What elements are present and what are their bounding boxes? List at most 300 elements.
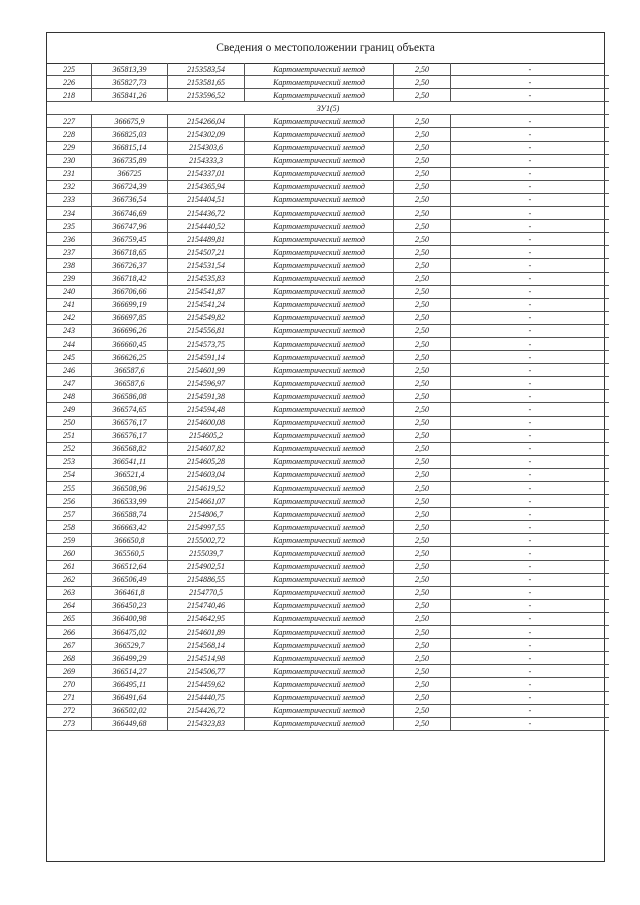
- cell-method: Картометрический метод: [245, 639, 394, 652]
- cell-method: Картометрический метод: [245, 652, 394, 665]
- cell-x-coordinate: 366718,42: [92, 272, 168, 285]
- cell-point-number: 271: [47, 691, 92, 704]
- cell-point-number: 234: [47, 207, 92, 220]
- cell-y-coordinate: 2154600,08: [168, 416, 245, 429]
- cell-accuracy: 2,50: [394, 76, 451, 89]
- cell-x-coordinate: 366502,02: [92, 704, 168, 717]
- cell-x-coordinate: 366650,8: [92, 534, 168, 547]
- table-row: [47, 468, 609, 481]
- cell-description: -: [451, 115, 610, 128]
- cell-method: Картометрический метод: [245, 560, 394, 573]
- cell-description: -: [451, 442, 610, 455]
- cell-description: -: [451, 298, 610, 311]
- cell-method: Картометрический метод: [245, 691, 394, 704]
- cell-x-coordinate: 366495,11: [92, 678, 168, 691]
- cell-method: Картометрический метод: [245, 416, 394, 429]
- cell-accuracy: 2,50: [394, 599, 451, 612]
- table-row: [47, 364, 609, 377]
- cell-y-coordinate: 2154541,24: [168, 298, 245, 311]
- cell-accuracy: 2,50: [394, 311, 451, 324]
- cell-x-coordinate: 366587,6: [92, 364, 168, 377]
- cell-x-coordinate: 365560,5: [92, 547, 168, 560]
- table-row: [47, 233, 609, 246]
- table-row: [47, 351, 609, 364]
- cell-description: -: [451, 311, 610, 324]
- cell-point-number: 245: [47, 351, 92, 364]
- cell-method: Картометрический метод: [245, 534, 394, 547]
- cell-description: -: [451, 377, 610, 390]
- cell-y-coordinate: 2154489,81: [168, 233, 245, 246]
- cell-point-number: 225: [47, 63, 92, 76]
- cell-x-coordinate: 366533,99: [92, 495, 168, 508]
- cell-method: Картометрический метод: [245, 547, 394, 560]
- cell-point-number: 267: [47, 639, 92, 652]
- cell-accuracy: 2,50: [394, 115, 451, 128]
- cell-description: -: [451, 207, 610, 220]
- cell-description: -: [451, 89, 610, 102]
- cell-point-number: 242: [47, 311, 92, 324]
- cell-description: -: [451, 612, 610, 625]
- cell-accuracy: 2,50: [394, 468, 451, 481]
- cell-point-number: 272: [47, 704, 92, 717]
- table-row: [47, 560, 609, 573]
- cell-accuracy: 2,50: [394, 626, 451, 639]
- cell-method: Картометрический метод: [245, 351, 394, 364]
- cell-accuracy: 2,50: [394, 128, 451, 141]
- cell-accuracy: 2,50: [394, 612, 451, 625]
- table-row: [47, 573, 609, 586]
- cell-y-coordinate: 2154333,3: [168, 154, 245, 167]
- cell-x-coordinate: 366747,96: [92, 220, 168, 233]
- cell-point-number: 265: [47, 612, 92, 625]
- table-row: [47, 180, 609, 193]
- cell-y-coordinate: 2153581,65: [168, 76, 245, 89]
- table-row: [47, 298, 609, 311]
- cell-accuracy: 2,50: [394, 220, 451, 233]
- cell-y-coordinate: 2154302,09: [168, 128, 245, 141]
- cell-method: Картометрический метод: [245, 573, 394, 586]
- cell-y-coordinate: 2154740,46: [168, 599, 245, 612]
- cell-description: -: [451, 586, 610, 599]
- cell-method: Картометрический метод: [245, 390, 394, 403]
- cell-description: -: [451, 639, 610, 652]
- cell-accuracy: 2,50: [394, 665, 451, 678]
- cell-description: -: [451, 429, 610, 442]
- cell-accuracy: 2,50: [394, 547, 451, 560]
- cell-method: Картометрический метод: [245, 207, 394, 220]
- cell-point-number: 218: [47, 89, 92, 102]
- cell-method: Картометрический метод: [245, 154, 394, 167]
- cell-y-coordinate: 2154507,21: [168, 246, 245, 259]
- table-row: [47, 167, 609, 180]
- table-row: [47, 76, 609, 89]
- cell-accuracy: 2,50: [394, 390, 451, 403]
- cell-method: Картометрический метод: [245, 468, 394, 481]
- section-label: ЗУ1(5): [47, 102, 609, 115]
- table-row: [47, 482, 609, 495]
- cell-point-number: 269: [47, 665, 92, 678]
- table-row: [47, 652, 609, 665]
- cell-x-coordinate: 366514,27: [92, 665, 168, 678]
- cell-y-coordinate: 2154337,01: [168, 167, 245, 180]
- cell-point-number: 237: [47, 246, 92, 259]
- cell-x-coordinate: 366568,82: [92, 442, 168, 455]
- table-row: [47, 89, 609, 102]
- cell-x-coordinate: 366587,6: [92, 377, 168, 390]
- cell-y-coordinate: 2154541,87: [168, 285, 245, 298]
- cell-x-coordinate: 366675,9: [92, 115, 168, 128]
- cell-description: -: [451, 704, 610, 717]
- cell-accuracy: 2,50: [394, 521, 451, 534]
- cell-method: Картометрический метод: [245, 678, 394, 691]
- cell-x-coordinate: 366663,42: [92, 521, 168, 534]
- cell-y-coordinate: 2154556,81: [168, 324, 245, 337]
- cell-y-coordinate: 2154514,98: [168, 652, 245, 665]
- cell-accuracy: 2,50: [394, 337, 451, 350]
- cell-accuracy: 2,50: [394, 586, 451, 599]
- cell-method: Картометрический метод: [245, 115, 394, 128]
- cell-x-coordinate: 366699,19: [92, 298, 168, 311]
- cell-description: -: [451, 324, 610, 337]
- cell-point-number: 255: [47, 482, 92, 495]
- cell-x-coordinate: 366706,66: [92, 285, 168, 298]
- cell-description: -: [451, 180, 610, 193]
- table-row: [47, 586, 609, 599]
- cell-method: Картометрический метод: [245, 377, 394, 390]
- table-row: [47, 691, 609, 704]
- table-row: [47, 63, 609, 76]
- cell-x-coordinate: 366576,17: [92, 429, 168, 442]
- boundary-coordinates-table: [47, 63, 609, 731]
- cell-method: Картометрический метод: [245, 298, 394, 311]
- cell-description: -: [451, 416, 610, 429]
- cell-method: Картометрический метод: [245, 337, 394, 350]
- table-row: [47, 547, 609, 560]
- cell-y-coordinate: 2154591,38: [168, 390, 245, 403]
- cell-accuracy: 2,50: [394, 508, 451, 521]
- cell-description: -: [451, 626, 610, 639]
- cell-x-coordinate: 366725: [92, 167, 168, 180]
- cell-point-number: 249: [47, 403, 92, 416]
- cell-point-number: 264: [47, 599, 92, 612]
- cell-accuracy: 2,50: [394, 534, 451, 547]
- cell-description: -: [451, 403, 610, 416]
- cell-method: Картометрический метод: [245, 259, 394, 272]
- table-row: [47, 678, 609, 691]
- cell-accuracy: 2,50: [394, 573, 451, 586]
- cell-method: Картометрический метод: [245, 193, 394, 206]
- cell-method: Картометрический метод: [245, 167, 394, 180]
- cell-y-coordinate: 2154459,62: [168, 678, 245, 691]
- cell-accuracy: 2,50: [394, 560, 451, 573]
- document-title: Сведения о местоположении границ объекта: [47, 33, 604, 64]
- cell-x-coordinate: 366506,49: [92, 573, 168, 586]
- cell-x-coordinate: 366449,68: [92, 717, 168, 730]
- cell-accuracy: 2,50: [394, 717, 451, 730]
- cell-description: -: [451, 233, 610, 246]
- table-row: [47, 207, 609, 220]
- table-row: [47, 612, 609, 625]
- cell-accuracy: 2,50: [394, 403, 451, 416]
- table-row: [47, 154, 609, 167]
- cell-method: Картометрический метод: [245, 89, 394, 102]
- cell-point-number: 239: [47, 272, 92, 285]
- table-row: [47, 626, 609, 639]
- cell-x-coordinate: 366541,11: [92, 455, 168, 468]
- table-row: [47, 311, 609, 324]
- cell-x-coordinate: 366735,89: [92, 154, 168, 167]
- cell-description: -: [451, 652, 610, 665]
- cell-y-coordinate: 2154573,75: [168, 337, 245, 350]
- cell-x-coordinate: 366696,26: [92, 324, 168, 337]
- cell-y-coordinate: 2154426,72: [168, 704, 245, 717]
- cell-method: Картометрический метод: [245, 442, 394, 455]
- cell-description: -: [451, 259, 610, 272]
- cell-accuracy: 2,50: [394, 377, 451, 390]
- cell-description: -: [451, 364, 610, 377]
- cell-point-number: 226: [47, 76, 92, 89]
- table-row: [47, 115, 609, 128]
- cell-method: Картометрический метод: [245, 246, 394, 259]
- table-row: [47, 193, 609, 206]
- cell-x-coordinate: 366508,96: [92, 482, 168, 495]
- cell-point-number: 240: [47, 285, 92, 298]
- cell-description: -: [451, 573, 610, 586]
- cell-method: Картометрический метод: [245, 612, 394, 625]
- cell-description: -: [451, 63, 610, 76]
- cell-y-coordinate: 2154440,52: [168, 220, 245, 233]
- cell-point-number: 257: [47, 508, 92, 521]
- cell-method: Картометрический метод: [245, 704, 394, 717]
- cell-point-number: 273: [47, 717, 92, 730]
- cell-x-coordinate: 366718,65: [92, 246, 168, 259]
- cell-accuracy: 2,50: [394, 691, 451, 704]
- table-row: [47, 429, 609, 442]
- cell-x-coordinate: 366825,03: [92, 128, 168, 141]
- cell-method: Картометрический метод: [245, 717, 394, 730]
- cell-method: Картометрический метод: [245, 455, 394, 468]
- cell-y-coordinate: 2154594,48: [168, 403, 245, 416]
- cell-accuracy: 2,50: [394, 442, 451, 455]
- cell-description: -: [451, 272, 610, 285]
- cell-accuracy: 2,50: [394, 285, 451, 298]
- cell-point-number: 259: [47, 534, 92, 547]
- cell-y-coordinate: 2154619,52: [168, 482, 245, 495]
- cell-description: -: [451, 534, 610, 547]
- cell-method: Картометрический метод: [245, 521, 394, 534]
- cell-point-number: 248: [47, 390, 92, 403]
- table-row: [47, 377, 609, 390]
- cell-accuracy: 2,50: [394, 429, 451, 442]
- cell-point-number: 238: [47, 259, 92, 272]
- cell-x-coordinate: 366529,7: [92, 639, 168, 652]
- cell-accuracy: 2,50: [394, 193, 451, 206]
- cell-x-coordinate: 366512,64: [92, 560, 168, 573]
- cell-method: Картометрический метод: [245, 665, 394, 678]
- cell-method: Картометрический метод: [245, 285, 394, 298]
- cell-description: -: [451, 246, 610, 259]
- table-row: [47, 508, 609, 521]
- cell-description: -: [451, 351, 610, 364]
- cell-accuracy: 2,50: [394, 495, 451, 508]
- cell-y-coordinate: 2154607,82: [168, 442, 245, 455]
- table-row: [47, 521, 609, 534]
- cell-y-coordinate: 2154661,07: [168, 495, 245, 508]
- cell-point-number: 227: [47, 115, 92, 128]
- section-row: [47, 102, 609, 115]
- cell-accuracy: 2,50: [394, 639, 451, 652]
- cell-x-coordinate: 365827,73: [92, 76, 168, 89]
- cell-description: -: [451, 717, 610, 730]
- cell-y-coordinate: 2154568,14: [168, 639, 245, 652]
- cell-method: Картометрический метод: [245, 272, 394, 285]
- table-row: [47, 272, 609, 285]
- cell-description: -: [451, 521, 610, 534]
- cell-description: -: [451, 76, 610, 89]
- cell-point-number: 232: [47, 180, 92, 193]
- cell-description: -: [451, 128, 610, 141]
- cell-accuracy: 2,50: [394, 89, 451, 102]
- table-row: [47, 337, 609, 350]
- cell-method: Картометрический метод: [245, 508, 394, 521]
- cell-point-number: 266: [47, 626, 92, 639]
- cell-x-coordinate: 366724,39: [92, 180, 168, 193]
- cell-accuracy: 2,50: [394, 298, 451, 311]
- cell-method: Картометрический метод: [245, 429, 394, 442]
- cell-point-number: 252: [47, 442, 92, 455]
- cell-point-number: 233: [47, 193, 92, 206]
- cell-accuracy: 2,50: [394, 63, 451, 76]
- cell-method: Картометрический метод: [245, 233, 394, 246]
- cell-x-coordinate: 366815,14: [92, 141, 168, 154]
- cell-x-coordinate: 366759,45: [92, 233, 168, 246]
- cell-y-coordinate: 2154603,04: [168, 468, 245, 481]
- cell-description: -: [451, 193, 610, 206]
- document-frame: [46, 32, 605, 862]
- cell-x-coordinate: 366588,74: [92, 508, 168, 521]
- cell-point-number: 261: [47, 560, 92, 573]
- table-row: [47, 455, 609, 468]
- cell-x-coordinate: 365841,26: [92, 89, 168, 102]
- cell-x-coordinate: 366450,23: [92, 599, 168, 612]
- cell-method: Картометрический метод: [245, 180, 394, 193]
- cell-point-number: 262: [47, 573, 92, 586]
- cell-x-coordinate: 366521,4: [92, 468, 168, 481]
- cell-y-coordinate: 2154601,99: [168, 364, 245, 377]
- cell-y-coordinate: 2154770,5: [168, 586, 245, 599]
- cell-x-coordinate: 366746,69: [92, 207, 168, 220]
- cell-y-coordinate: 2154601,89: [168, 626, 245, 639]
- table-row: [47, 285, 609, 298]
- table-row: [47, 220, 609, 233]
- cell-method: Картометрический метод: [245, 599, 394, 612]
- cell-x-coordinate: 366499,29: [92, 652, 168, 665]
- cell-method: Картометрический метод: [245, 495, 394, 508]
- cell-accuracy: 2,50: [394, 154, 451, 167]
- cell-point-number: 246: [47, 364, 92, 377]
- cell-x-coordinate: 366626,25: [92, 351, 168, 364]
- cell-y-coordinate: 2154997,55: [168, 521, 245, 534]
- cell-description: -: [451, 455, 610, 468]
- cell-accuracy: 2,50: [394, 246, 451, 259]
- cell-accuracy: 2,50: [394, 141, 451, 154]
- cell-y-coordinate: 2153583,54: [168, 63, 245, 76]
- cell-x-coordinate: 366576,17: [92, 416, 168, 429]
- cell-point-number: 241: [47, 298, 92, 311]
- table-row: [47, 639, 609, 652]
- cell-x-coordinate: 366574,65: [92, 403, 168, 416]
- table-row: [47, 495, 609, 508]
- cell-method: Картометрический метод: [245, 63, 394, 76]
- cell-point-number: 243: [47, 324, 92, 337]
- table-row: [47, 141, 609, 154]
- cell-y-coordinate: 2154596,97: [168, 377, 245, 390]
- cell-method: Картометрический метод: [245, 141, 394, 154]
- cell-description: -: [451, 560, 610, 573]
- cell-y-coordinate: 2154535,83: [168, 272, 245, 285]
- cell-accuracy: 2,50: [394, 167, 451, 180]
- cell-x-coordinate: 366475,02: [92, 626, 168, 639]
- table-row: [47, 324, 609, 337]
- cell-point-number: 229: [47, 141, 92, 154]
- cell-accuracy: 2,50: [394, 704, 451, 717]
- cell-point-number: 230: [47, 154, 92, 167]
- cell-accuracy: 2,50: [394, 351, 451, 364]
- cell-point-number: 268: [47, 652, 92, 665]
- cell-y-coordinate: 2154531,54: [168, 259, 245, 272]
- cell-x-coordinate: 366491,64: [92, 691, 168, 704]
- cell-x-coordinate: 366586,08: [92, 390, 168, 403]
- cell-description: -: [451, 285, 610, 298]
- cell-method: Картометрический метод: [245, 324, 394, 337]
- cell-x-coordinate: 366697,85: [92, 311, 168, 324]
- cell-accuracy: 2,50: [394, 180, 451, 193]
- table-row: [47, 259, 609, 272]
- cell-method: Картометрический метод: [245, 586, 394, 599]
- cell-y-coordinate: 2154404,51: [168, 193, 245, 206]
- table-row: [47, 390, 609, 403]
- cell-description: -: [451, 154, 610, 167]
- cell-accuracy: 2,50: [394, 233, 451, 246]
- table-body: [47, 63, 609, 730]
- cell-y-coordinate: 2155002,72: [168, 534, 245, 547]
- cell-y-coordinate: 2154902,51: [168, 560, 245, 573]
- table-row: [47, 128, 609, 141]
- cell-description: -: [451, 691, 610, 704]
- cell-point-number: 251: [47, 429, 92, 442]
- cell-y-coordinate: 2154436,72: [168, 207, 245, 220]
- cell-method: Картометрический метод: [245, 626, 394, 639]
- table-row: [47, 246, 609, 259]
- cell-description: -: [451, 678, 610, 691]
- cell-method: Картометрический метод: [245, 311, 394, 324]
- cell-method: Картометрический метод: [245, 403, 394, 416]
- cell-point-number: 270: [47, 678, 92, 691]
- cell-x-coordinate: 366660,45: [92, 337, 168, 350]
- cell-accuracy: 2,50: [394, 416, 451, 429]
- cell-y-coordinate: 2154266,04: [168, 115, 245, 128]
- cell-description: -: [451, 495, 610, 508]
- cell-x-coordinate: 366726,37: [92, 259, 168, 272]
- cell-point-number: 254: [47, 468, 92, 481]
- table-row: [47, 665, 609, 678]
- cell-accuracy: 2,50: [394, 482, 451, 495]
- cell-point-number: 228: [47, 128, 92, 141]
- cell-accuracy: 2,50: [394, 678, 451, 691]
- cell-point-number: 250: [47, 416, 92, 429]
- cell-point-number: 244: [47, 337, 92, 350]
- cell-point-number: 256: [47, 495, 92, 508]
